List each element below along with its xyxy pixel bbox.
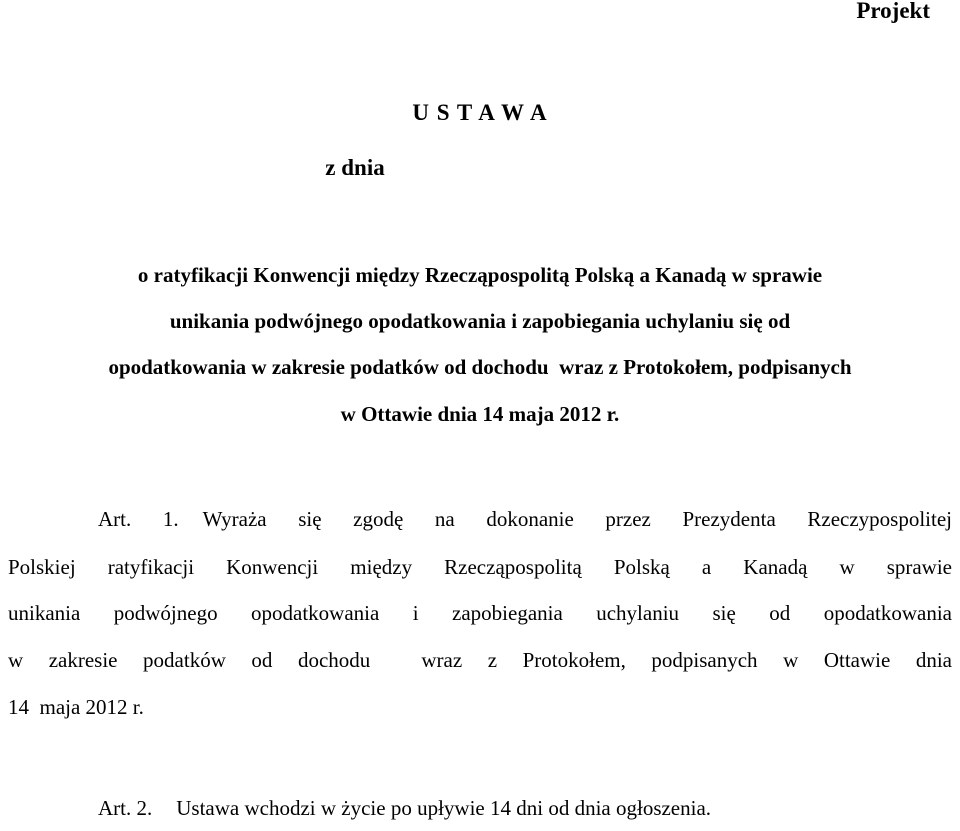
article-1-text-start: Wyraża się zgodę na dokonanie przez Prezydenta Rzeczypospolitej bbox=[202, 507, 952, 531]
article-1-text-line: unikania podwójnego opodatkowania i zapobiegania uchylaniu się od opodatkowania bbox=[8, 601, 952, 625]
article-1-text-line: 14 maja 2012 r. bbox=[8, 695, 144, 719]
act-heading: U S T A W A bbox=[412, 100, 548, 125]
article-2 bbox=[98, 796, 711, 821]
act-subject-line: w Ottawie dnia 14 maja 2012 r. bbox=[340, 402, 620, 426]
act-subject-line: o ratyfikacji Konwencji między Rzecząpospolitą Polską a Kanadą w sprawie bbox=[137, 263, 823, 287]
article-1-first-line bbox=[8, 507, 952, 532]
article-1-text-line: Polskiej ratyfikacji Konwencji między Rzecząpospolitą Polską a Kanadą w sprawie bbox=[8, 555, 952, 579]
article-2-label: Art. 2. bbox=[98, 796, 153, 820]
article-1-text-line: w zakresie podatków od dochodu wraz z Protokołem, podpisanych w Ottawie dnia bbox=[8, 648, 952, 672]
act-date-label: z dnia bbox=[325, 155, 385, 180]
article-1-label: Art. 1. bbox=[98, 507, 179, 531]
act-subject-line: unikania podwójnego opodatkowania i zapobiegania uchylaniu się od bbox=[169, 309, 791, 333]
act-subject-line: opodatkowania w zakresie podatków od dochodu wraz z Protokołem, podpisanych bbox=[108, 355, 852, 379]
article-2-text: Ustawa wchodzi w życie po upływie 14 dni od dnia ogłoszenia. bbox=[176, 796, 712, 820]
draft-label: Projekt bbox=[856, 0, 930, 23]
